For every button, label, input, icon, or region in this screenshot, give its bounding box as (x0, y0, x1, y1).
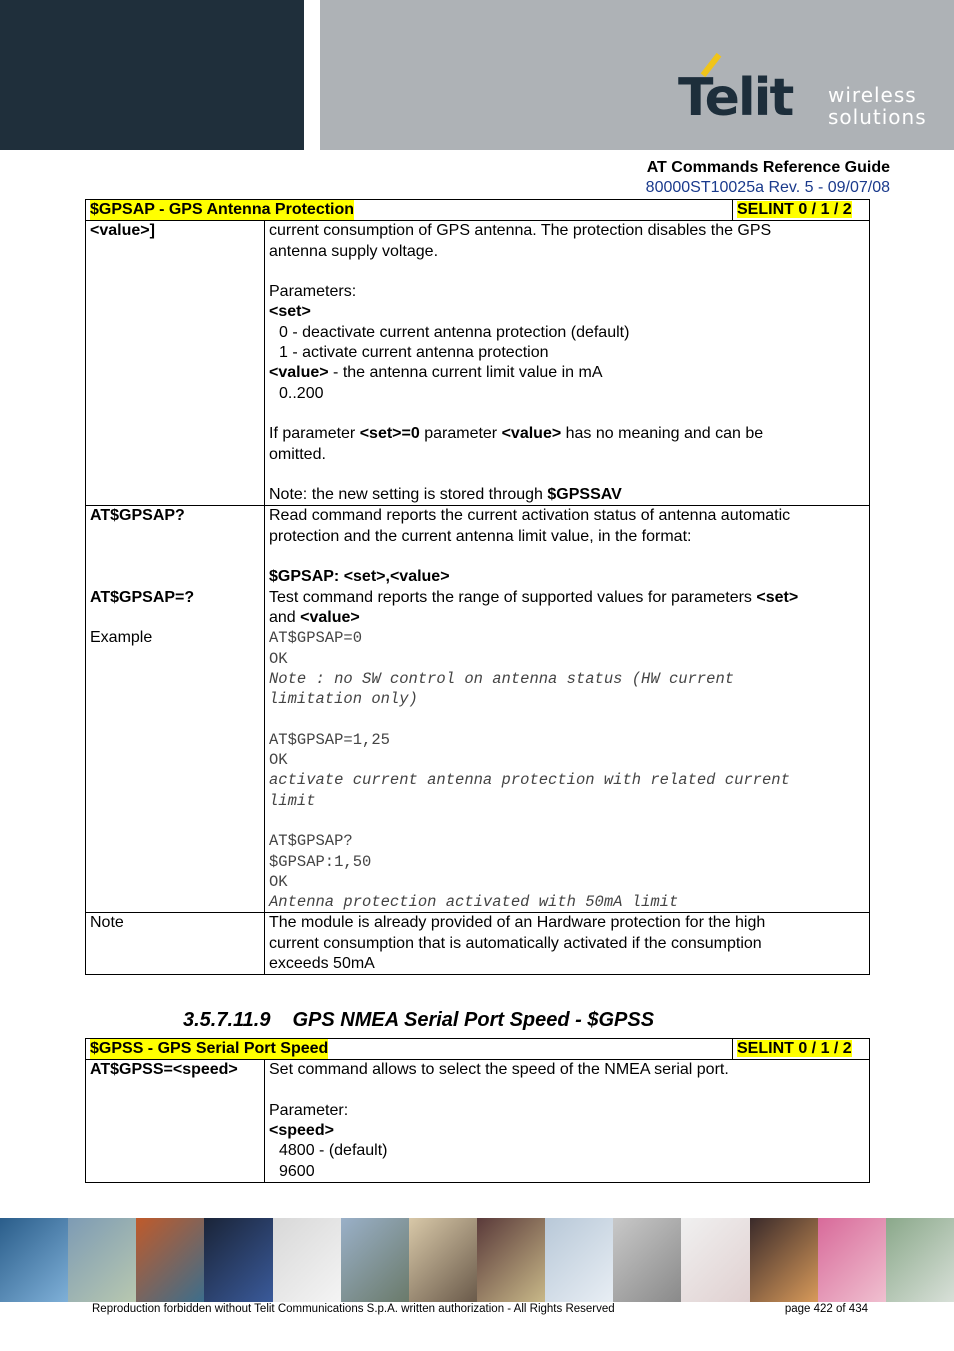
text-line: antenna supply voltage. (269, 242, 439, 260)
param-name: <speed> (269, 1122, 334, 1140)
code-line: AT$GPSAP=1,25 (269, 730, 390, 749)
telit-logo (678, 52, 928, 132)
code-line: OK (269, 872, 288, 891)
command-cell: AT$GPSS=<speed> (86, 1060, 265, 1183)
param-name: <set>=0 (359, 425, 420, 443)
text-line: current consumption of GPS antenna. The protection disables the GPS (269, 222, 772, 240)
example-label: Example (90, 629, 153, 647)
table-header-cell (86, 1039, 870, 1060)
description-cell (265, 913, 870, 975)
text-line: current consumption that is automatically activated if the consumption (269, 934, 762, 952)
selint-badge: SELINT 0 / 1 / 2 (737, 1040, 852, 1057)
page-number: page 422 of 434 (784, 1303, 868, 1315)
text-line: 4800 - (default) (279, 1142, 388, 1160)
table-row (86, 221, 870, 506)
footer-photo-strip (0, 1218, 954, 1302)
table-header-row (86, 1039, 870, 1060)
footer-photo (818, 1218, 886, 1302)
param-name: <value> (501, 425, 562, 443)
text-line: 1 - activate current antenna protection (279, 344, 549, 362)
table-row (86, 506, 870, 913)
text-line (269, 363, 865, 383)
text-line (269, 588, 865, 608)
text-line: protection and the current antenna limit value, in the format: (269, 527, 692, 545)
table-row (86, 913, 870, 975)
text-fragment: If parameter (269, 425, 360, 443)
footer-photo (545, 1218, 613, 1302)
param-name: <set> (756, 588, 799, 606)
footer-photo (409, 1218, 477, 1302)
text-line: exceeds 50mA (269, 954, 375, 972)
response-format: $GPSAP: <set>,<value> (269, 568, 450, 586)
logo-tagline (828, 84, 927, 128)
code-line: AT$GPSAP=0 (269, 629, 363, 648)
footer-photo (136, 1218, 204, 1302)
command-ref: $GPSSAV (547, 486, 622, 504)
document-reference: 80000ST10025a Rev. 5 - 09/07/08 (645, 179, 890, 196)
table-title: $GPSAP - GPS Antenna Protection (90, 200, 354, 220)
section-number: 3.5.7.11.9 (183, 1009, 271, 1031)
footer-photo (886, 1218, 954, 1302)
code-line: AT$GPSAP? (269, 832, 353, 851)
code-comment: Antenna protection activated with 50mA limit (269, 893, 679, 912)
gpss-command-table (85, 1038, 870, 1183)
footer-photo (681, 1218, 749, 1302)
copyright-notice: Reproduction forbidden without Telit Communications S.p.A. written authorization - All Rights Reserved (92, 1303, 615, 1315)
command-cell: Note (86, 913, 265, 975)
description-cell (265, 221, 870, 506)
footer-photo (477, 1218, 545, 1302)
text-line: Read command reports the current activation status of antenna automatic (269, 507, 791, 525)
text-line: 9600 (279, 1162, 315, 1180)
footer-photo (68, 1218, 136, 1302)
text-line: The module is already provided of an Hardware protection for the high (269, 914, 766, 932)
footer-photo (341, 1218, 409, 1302)
logo-tagline-line1: wireless (828, 83, 917, 107)
text-line (269, 424, 865, 444)
text-line: Parameter: (269, 1101, 349, 1119)
document-title: AT Commands Reference Guide (646, 159, 890, 176)
code-comment: limitation only) (269, 690, 418, 709)
text-fragment: parameter (419, 425, 502, 443)
text-fragment: Note: the new setting is stored through (269, 486, 548, 504)
text-line: 0..200 (279, 384, 324, 402)
header-dark-band (0, 0, 304, 150)
footer-photo (204, 1218, 272, 1302)
footer-photo (0, 1218, 68, 1302)
table-header-cell (86, 200, 870, 221)
command-cell: <value>] (86, 221, 265, 506)
text-fragment: has no meaning and can be (561, 425, 764, 443)
document-title-block (646, 158, 890, 198)
description-cell (265, 1060, 870, 1183)
param-name: <value> (300, 608, 360, 626)
selint-badge: SELINT 0 / 1 / 2 (737, 201, 852, 218)
text-line: Parameters: (269, 283, 357, 301)
test-command: AT$GPSAP=? (90, 588, 195, 606)
section-title: GPS NMEA Serial Port Speed - $GPSS (292, 1009, 655, 1031)
description-cell (265, 506, 870, 913)
code-comment: Note : no SW control on antenna status (HW current (269, 669, 735, 688)
text-fragment: Test command reports the range of supported values for parameters (269, 588, 757, 606)
table-title: $GPSS - GPS Serial Port Speed (90, 1039, 328, 1059)
text-line: Set command allows to select the speed of the NMEA serial port. (269, 1061, 729, 1079)
text-fragment: and (269, 608, 301, 626)
table-row (86, 1060, 870, 1183)
text-line: 0 - deactivate current antenna protection (default) (279, 323, 630, 341)
param-name: <value> (269, 364, 329, 382)
text-line: omitted. (269, 445, 326, 463)
param-name: <set> (269, 303, 311, 321)
command-cell (86, 506, 265, 913)
text-line (269, 485, 865, 505)
text-line (269, 608, 865, 628)
section-heading (183, 1009, 654, 1032)
logo-tagline-line2: solutions (828, 105, 927, 129)
table-header-row (86, 200, 870, 221)
text-fragment: - the antenna current limit value in mA (328, 364, 603, 382)
code-comment: activate current antenna protection with related current (269, 771, 790, 790)
code-line: OK (269, 649, 288, 668)
logo-wordmark: Telit (678, 68, 793, 128)
read-command: AT$GPSAP? (90, 507, 185, 525)
code-comment: limit (269, 791, 316, 810)
footer-photo (750, 1218, 818, 1302)
footer-photo (613, 1218, 681, 1302)
code-line: OK (269, 751, 288, 770)
code-line: $GPSAP:1,50 (269, 852, 372, 871)
footer-photo (273, 1218, 341, 1302)
gpsap-command-table (85, 199, 870, 975)
